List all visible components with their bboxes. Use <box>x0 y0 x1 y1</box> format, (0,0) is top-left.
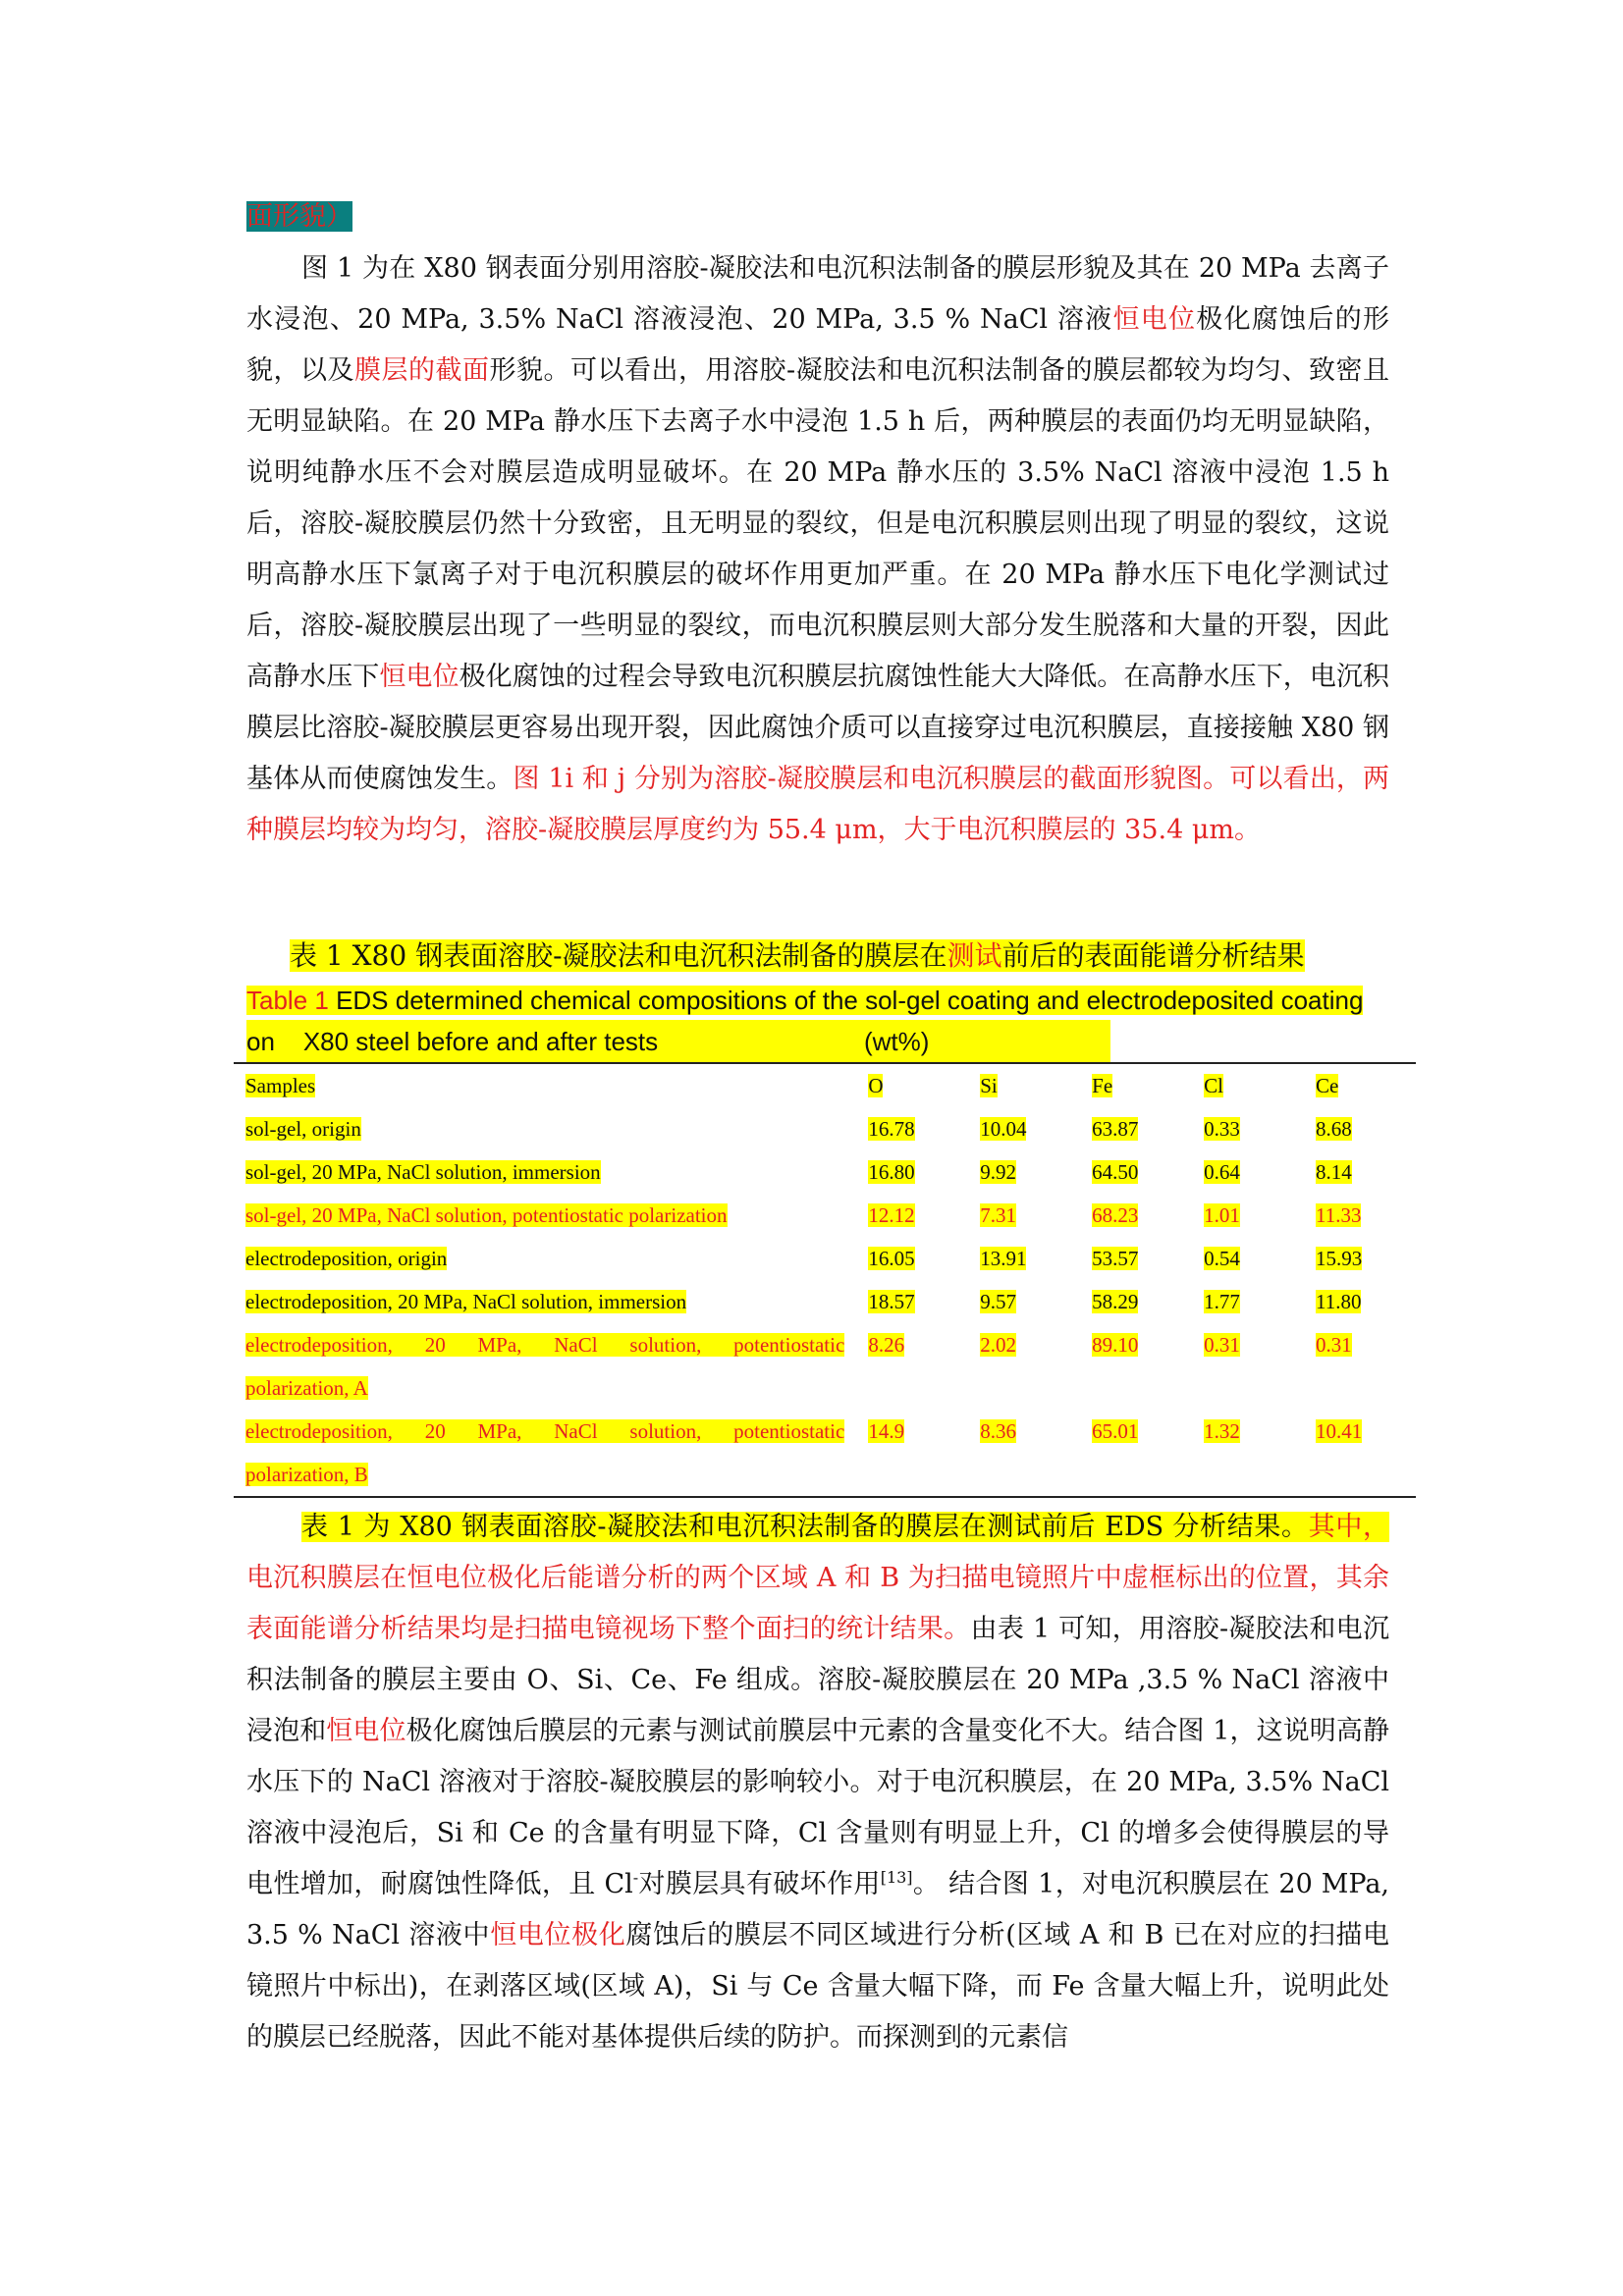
value-cell: 1.32 <box>1204 1418 1240 1443</box>
table-body <box>234 1107 1416 1497</box>
value-cell: 12.12 <box>868 1202 915 1227</box>
value-cell: 10.04 <box>980 1116 1027 1141</box>
value-cell: 15.93 <box>1316 1246 1363 1270</box>
sample-cell: sol-gel, 20 MPa, NaCl solution, potentiostatic polarization <box>245 1202 728 1227</box>
value-cell: 8.26 <box>868 1332 905 1357</box>
paragraph-2: 表 1 为 X80 钢表面溶胶-凝胶法和电沉积法制备的膜层在测试前后 EDS 分析结果。其中，电沉积膜层在恒电位极化后能谱分析的两个区域 A 和 B 为扫描电镜照片中虚框标出的位置，其余表面能谱分析结果均是扫描电镜视场下整个面扫的统计结果。由表 1 可知，用溶胶-凝胶法和电沉积法制备的膜层主要由 O、Si、Ce、Fe 组成。溶胶-凝胶膜层在 20 MPa ,3.5 % NaCl 溶液中浸泡和恒电位极化腐蚀后膜层的元素与测试前膜层中元素的含量变化不大。结合图 1，这说明高静水压下的 NaCl 溶液对于溶胶-凝胶膜层的影响较小。对于电沉积膜层，在 20 MPa, 3.5% NaCl 溶液中浸泡后，Si 和 Ce 的含量有明显下降，Cl 含量则有明显上升，Cl 的增多会使得膜层的导电性增加，耐腐蚀性降低，且 Cl-对膜层具有破坏作用[13]。 结合图 1，对电沉积膜层在 20 MPa, 3.5 % NaCl 溶液中恒电位极化腐蚀后的膜层不同区域进行分析(区域 A 和 B 已在对应的扫描电镜照片中标出)，在剥落区域(区域 A)，Si 与 Ce 含量大幅下降，而 Fe 含量大幅上升，说明此处的膜层已经脱落，因此不能对基体提供后续的防护。而探测到的元素信 <box>246 1512 1390 2053</box>
sample-cell: polarization, B <box>245 1462 368 1486</box>
value-cell: 63.87 <box>1092 1116 1139 1141</box>
sample-cell: sol-gel, 20 MPa, NaCl solution, immersion <box>245 1159 601 1184</box>
paragraph-1: 图 1 为在 X80 钢表面分别用溶胶-凝胶法和电沉积法制备的膜层形貌及其在 20 MPa 去离子水浸泡、20 MPa, 3.5% NaCl 溶液浸泡、20 MPa, 3.5 % NaCl 溶液恒电位极化腐蚀后的形貌，以及膜层的截面形貌。可以看出，用溶胶-凝胶法和电沉积法制备的膜层都较为均匀、致密且无明显缺陷。在 20 MPa 静水压下去离子水中浸泡 1.5 h 后，两种膜层的表面仍均无明显缺陷，说明纯静水压不会对膜层造成明显破坏。在 20 MPa 静水压的 3.5% NaCl 溶液中浸泡 1.5 h 后，溶胶-凝胶膜层仍然十分致密，且无明显的裂纹，但是电沉积膜层则出现了明显的裂纹，这说明高静水压下氯离子对于电沉积膜层的破坏作用更加严重。在 20 MPa 静水压下电化学测试过后，溶胶-凝胶膜层出现了一些明显的裂纹，而电沉积膜层则大部分发生脱落和大量的开裂，因此高静水压下恒电位极化腐蚀的过程会导致电沉积膜层抗腐蚀性能大大降低。在高静水压下，电沉积膜层比溶胶-凝胶膜层更容易出现开裂，因此腐蚀介质可以直接穿过电沉积膜层，直接接触 X80 钢基体从而使腐蚀发生。图 1i 和 j 分别为溶胶-凝胶膜层和电沉积膜层的截面形貌图。可以看出，两种膜层均较为均匀，溶胶-凝胶膜层厚度约为 55.4 μm，大于电沉积膜层的 35.4 μm。 <box>246 253 1390 845</box>
table-header-row: Samples O Si Fe Cl Ce <box>234 1063 1416 1107</box>
value-cell: 16.80 <box>868 1159 915 1184</box>
value-cell: 8.14 <box>1316 1159 1352 1184</box>
value-cell: 1.01 <box>1204 1202 1240 1227</box>
table-row <box>234 1237 1416 1280</box>
value-cell: 8.36 <box>980 1418 1016 1443</box>
sample-cell: electrodeposition, origin <box>245 1246 448 1270</box>
table-row <box>234 1107 1416 1150</box>
fragment-line <box>246 191 1389 242</box>
table-row <box>234 1453 1416 1497</box>
value-cell: 0.64 <box>1204 1159 1240 1184</box>
value-cell: 68.23 <box>1092 1202 1139 1227</box>
value-cell: 10.41 <box>1316 1418 1363 1443</box>
value-cell: 7.31 <box>980 1202 1016 1227</box>
value-cell: 0.31 <box>1204 1332 1240 1357</box>
value-cell: 64.50 <box>1092 1159 1139 1184</box>
value-cell: 89.10 <box>1092 1332 1139 1357</box>
table-row <box>234 1410 1416 1453</box>
value-cell: 1.77 <box>1204 1289 1240 1313</box>
value-cell: 18.57 <box>868 1289 915 1313</box>
sample-cell: electrodeposition, 20 MPa, NaCl solution, immersion <box>245 1289 687 1313</box>
value-cell: 16.05 <box>868 1246 915 1270</box>
fragment-text: 面形貌） <box>246 201 352 232</box>
value-cell: 11.80 <box>1316 1289 1362 1313</box>
value-cell: 2.02 <box>980 1332 1016 1357</box>
table-caption-en-line2: on X80 steel before and after tests (wt%) <box>246 1020 1389 1063</box>
table-row <box>234 1280 1416 1323</box>
table-row <box>234 1150 1416 1194</box>
value-cell: 58.29 <box>1092 1289 1139 1313</box>
value-cell: 0.33 <box>1204 1116 1240 1141</box>
value-cell: 14.9 <box>868 1418 905 1443</box>
sample-cell: electrodeposition, 20 MPa, NaCl solution, potentiostatic <box>245 1418 845 1443</box>
table-row <box>234 1323 1416 1366</box>
value-cell: 0.31 <box>1316 1332 1352 1357</box>
value-cell: 16.78 <box>868 1116 915 1141</box>
eds-table <box>234 1062 1416 1498</box>
value-cell: 0.54 <box>1204 1246 1240 1270</box>
value-cell: 13.91 <box>980 1246 1027 1270</box>
table-caption-cn: 表 1 X80 钢表面溶胶-凝胶法和电沉积法制备的膜层在测试前后的表面能谱分析结果 <box>290 939 1305 972</box>
sample-cell: electrodeposition, 20 MPa, NaCl solution, potentiostatic <box>245 1332 845 1357</box>
value-cell: 53.57 <box>1092 1246 1139 1270</box>
value-cell: 9.57 <box>980 1289 1016 1313</box>
table-row <box>234 1366 1416 1410</box>
table-row <box>234 1194 1416 1237</box>
sample-cell: sol-gel, origin <box>245 1116 361 1141</box>
value-cell: 9.92 <box>980 1159 1016 1184</box>
value-cell: 65.01 <box>1092 1418 1139 1443</box>
sample-cell: polarization, A <box>245 1375 368 1400</box>
value-cell: 8.68 <box>1316 1116 1352 1141</box>
value-cell: 11.33 <box>1316 1202 1362 1227</box>
table-caption-en-line1: Table 1 EDS determined chemical compositions of the sol-gel coating and electrodeposited coating <box>246 986 1364 1015</box>
